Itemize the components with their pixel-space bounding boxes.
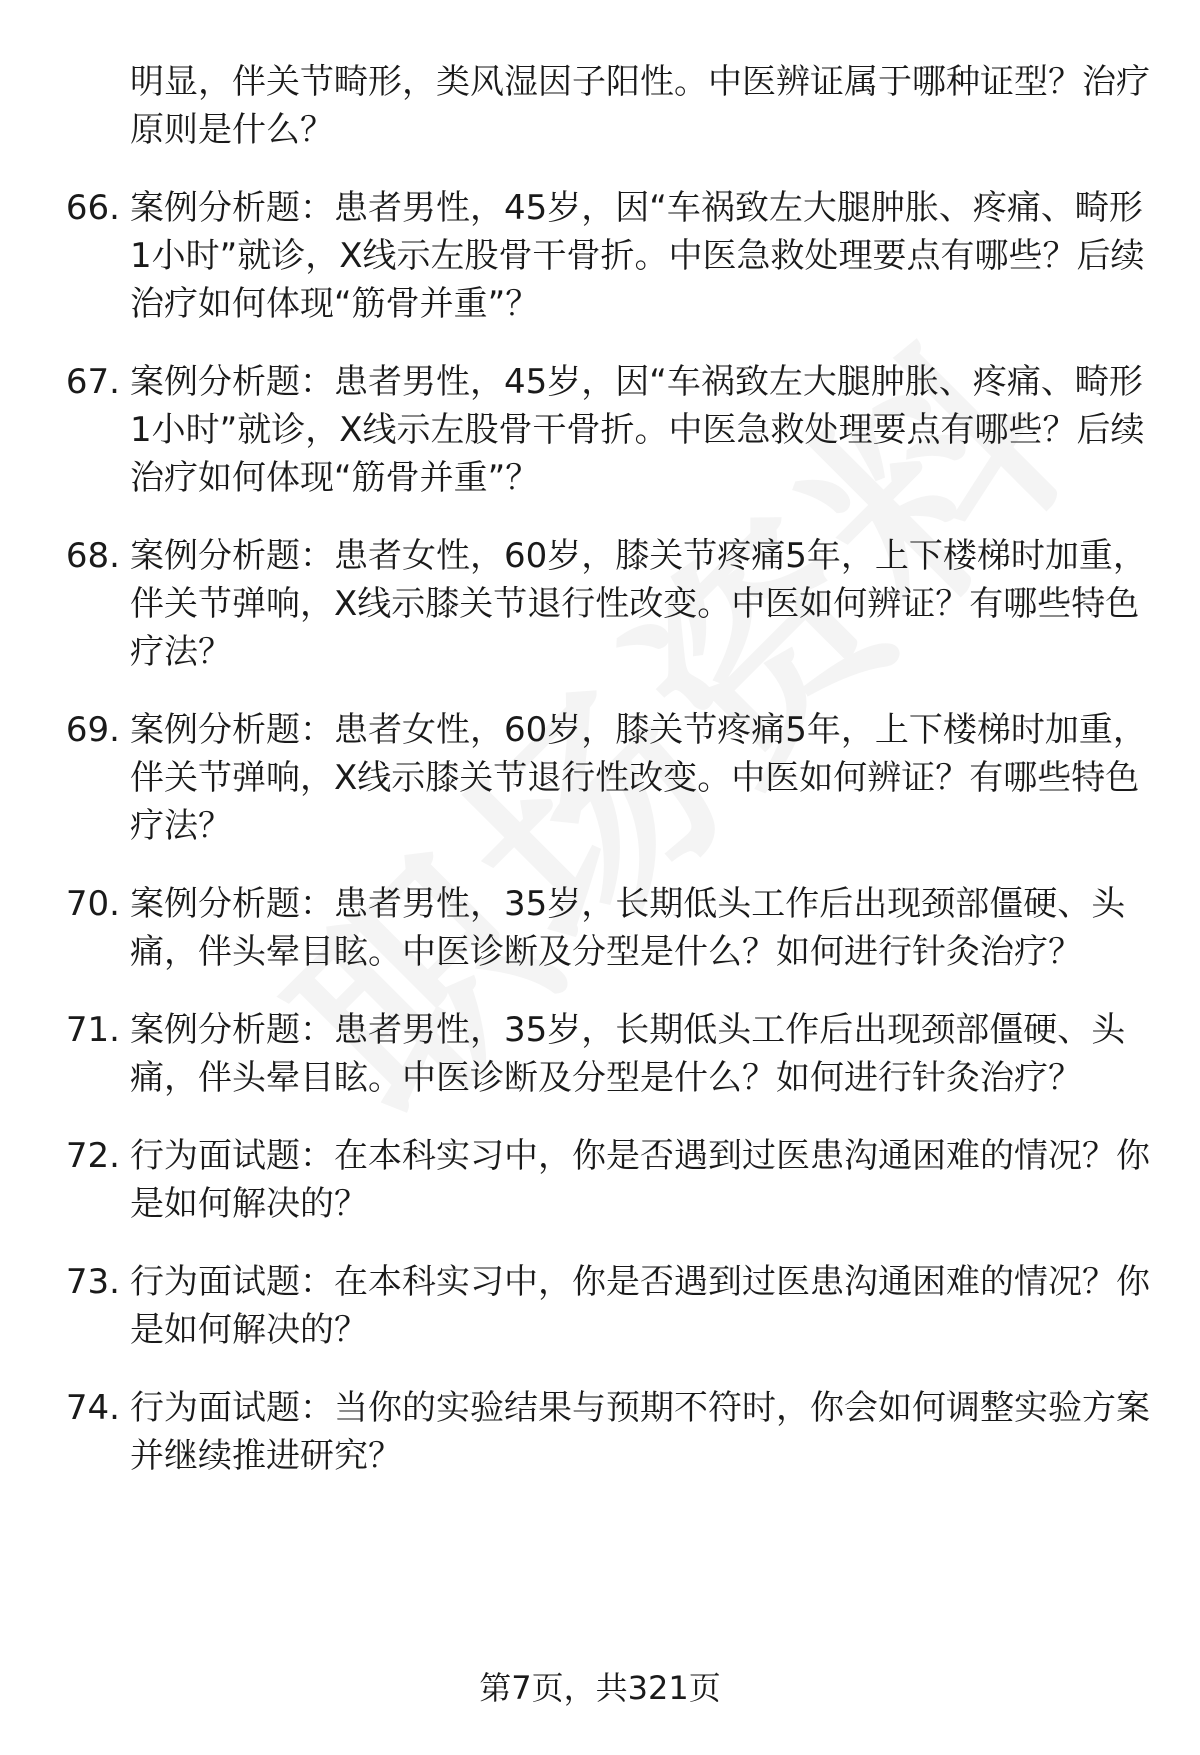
question-number: 70. bbox=[65, 884, 120, 924]
question-number: 72. bbox=[65, 1136, 120, 1176]
question-item bbox=[0, 706, 1200, 850]
question-item bbox=[0, 1006, 1200, 1102]
question-item bbox=[0, 358, 1200, 502]
question-number: 73. bbox=[65, 1262, 120, 1302]
question-text: 案例分析题：患者男性，35岁，长期低头工作后出现颈部僵硬、头痛，伴头晕目眩。中医诊断及分型是什么？如何进行针灸治疗？ bbox=[130, 884, 1126, 972]
question-item bbox=[0, 532, 1200, 676]
question-text: 行为面试题：当你的实验结果与预期不符时，你会如何调整实验方案并继续推进研究？ bbox=[130, 1388, 1150, 1476]
question-number: 69. bbox=[65, 710, 120, 750]
question-item bbox=[0, 1384, 1200, 1480]
question-text: 案例分析题：患者男性，45岁，因“车祸致左大腿肿胀、疼痛、畸形1小时”就诊，X线示左股骨干骨折。中医急救处理要点有哪些？后续治疗如何体现“筋骨并重”？ bbox=[130, 188, 1145, 324]
continuation-text: 明显，伴关节畸形，类风湿因子阳性。中医辨证属于哪种证型？治疗原则是什么？ bbox=[130, 62, 1150, 150]
question-text: 案例分析题：患者男性，35岁，长期低头工作后出现颈部僵硬、头痛，伴头晕目眩。中医诊断及分型是什么？如何进行针灸治疗？ bbox=[130, 1010, 1126, 1098]
question-item bbox=[0, 1132, 1200, 1228]
question-text: 行为面试题：在本科实习中，你是否遇到过医患沟通困难的情况？你是如何解决的？ bbox=[130, 1262, 1150, 1350]
question-list bbox=[0, 58, 1200, 1480]
question-text: 案例分析题：患者女性，60岁，膝关节疼痛5年，上下楼梯时加重，伴关节弹响，X线示膝关节退行性改变。中医如何辨证？有哪些特色疗法？ bbox=[130, 536, 1147, 672]
question-number: 67. bbox=[65, 362, 120, 402]
question-number: 66. bbox=[65, 188, 120, 228]
question-item bbox=[0, 880, 1200, 976]
question-number: 74. bbox=[65, 1388, 120, 1428]
question-text: 案例分析题：患者男性，45岁，因“车祸致左大腿肿胀、疼痛、畸形1小时”就诊，X线示左股骨干骨折。中医急救处理要点有哪些？后续治疗如何体现“筋骨并重”？ bbox=[130, 362, 1145, 498]
page-footer: 第7页，共321页 bbox=[479, 1669, 721, 1707]
question-item bbox=[0, 1258, 1200, 1354]
question-text: 案例分析题：患者女性，60岁，膝关节疼痛5年，上下楼梯时加重，伴关节弹响，X线示膝关节退行性改变。中医如何辨证？有哪些特色疗法？ bbox=[130, 710, 1147, 846]
question-text: 行为面试题：在本科实习中，你是否遇到过医患沟通困难的情况？你是如何解决的？ bbox=[130, 1136, 1150, 1224]
question-number: 68. bbox=[65, 536, 120, 576]
question-item bbox=[0, 184, 1200, 328]
question-number: 71. bbox=[65, 1010, 120, 1050]
